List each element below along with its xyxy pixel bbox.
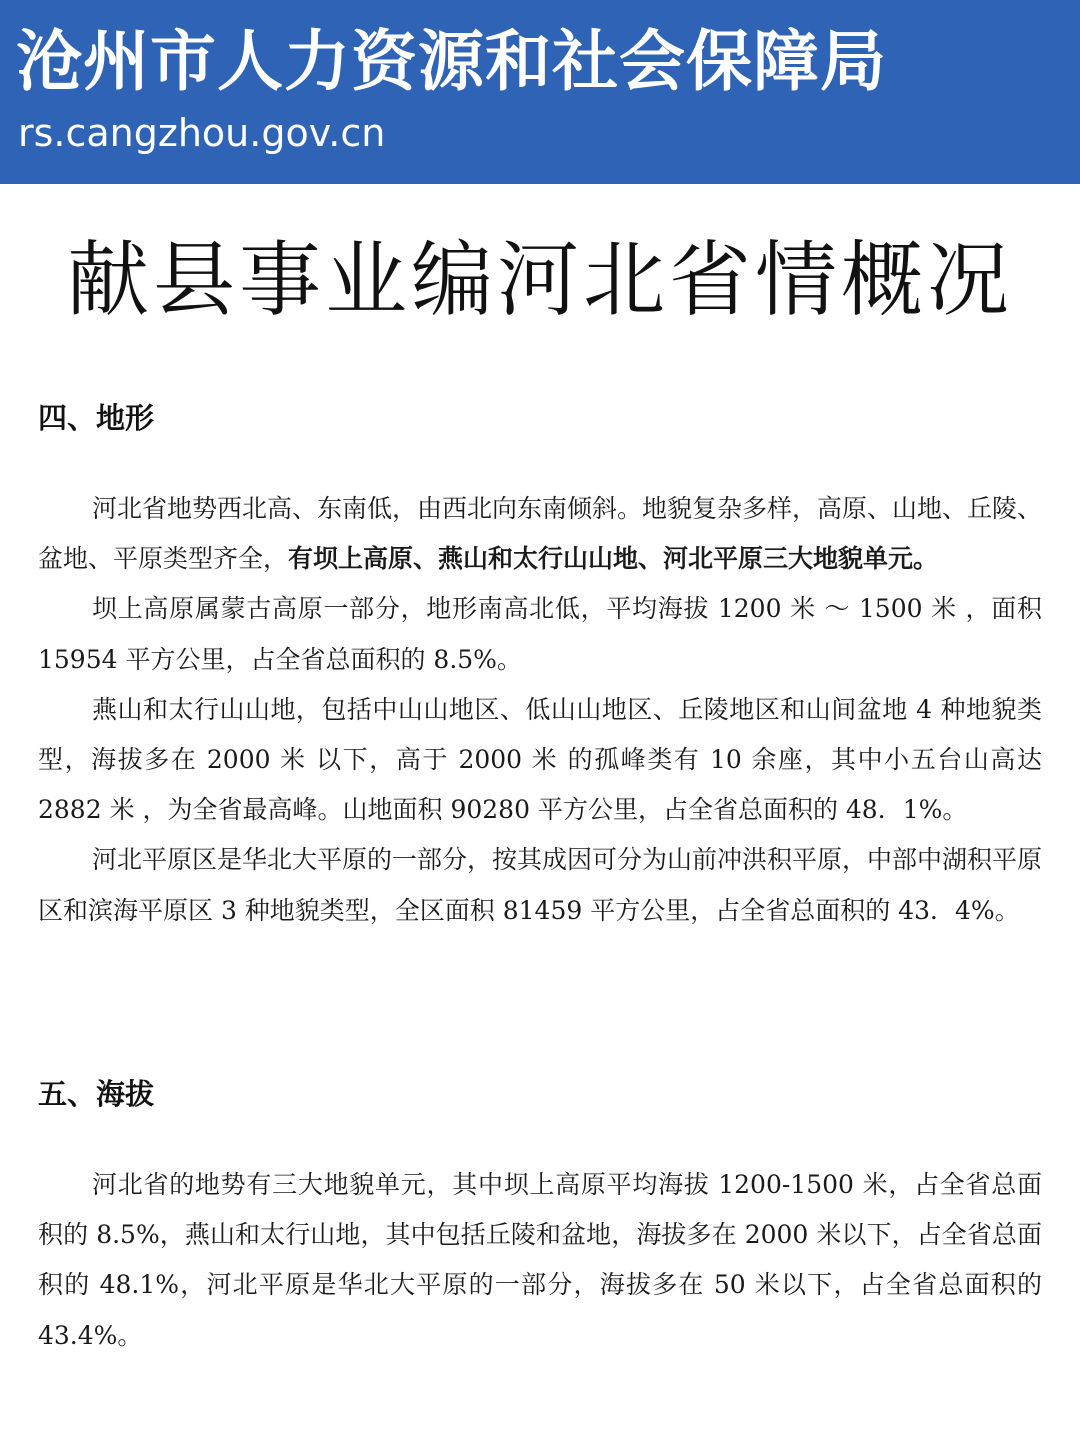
paragraph-bold-text: 有坝上高原、燕山和太行山山地、河北平原三大地貌单元。 [288, 544, 939, 574]
paragraph: 燕山和太行山山地，包括中山山地区、低山山地区、丘陵地区和山间盆地 4 种地貌类型，海拔多在 2000 米 以下，高于 2000 米 的孤峰类有 10 余座，其中小五台山高达 2882 米 ，为全省最高峰。山地面积 90280 平方公里，占全省总面积的 48．1%。 [38, 694, 1042, 825]
section-heading: 五、海拔 [38, 1077, 155, 1111]
paragraph: 坝上高原属蒙古高原一部分，地形南高北低，平均海拔 1200 米 ～ 1500 米 ，面积 15954 平方公里，占全省总面积的 8.5%。 [38, 594, 1042, 674]
section-heading: 四、地形 [38, 401, 155, 435]
org-name: 沧州市人力资源和社会保障局 [16, 23, 887, 100]
section-terrain [38, 398, 1042, 936]
paragraph-text: 河北省地势西北高、东南低，由西北向东南倾斜。地貌复杂多样，高原、山地、丘陵、盆地、平原类型齐全， [38, 494, 1043, 574]
paragraph: 河北省的地势有三大地貌单元，其中坝上高原平均海拔 1200-1500 米，占全省总面积的 8.5%，燕山和太行山地，其中包括丘陵和盆地，海拔多在 2000 米以下，占全省总面积的 48.1%，河北平原是华北大平原的一部分，海拔多在 50 米以下，占全省总面积的 43.4%。 [38, 1170, 1042, 1350]
paragraph: 河北平原区是华北大平原的一部分，按其成因可分为山前冲洪积平原，中部中湖积平原区和滨海平原区 3 种地貌类型，全区面积 81459 平方公里，占全省总面积的 43．4%。 [38, 845, 1043, 925]
header-banner [0, 0, 1080, 184]
document-title: 献县事业编河北省情概况 [66, 233, 1013, 328]
paragraph [38, 484, 1042, 584]
section-elevation [38, 1074, 1042, 1361]
site-url[interactable]: rs.cangzhou.gov.cn [18, 111, 386, 155]
